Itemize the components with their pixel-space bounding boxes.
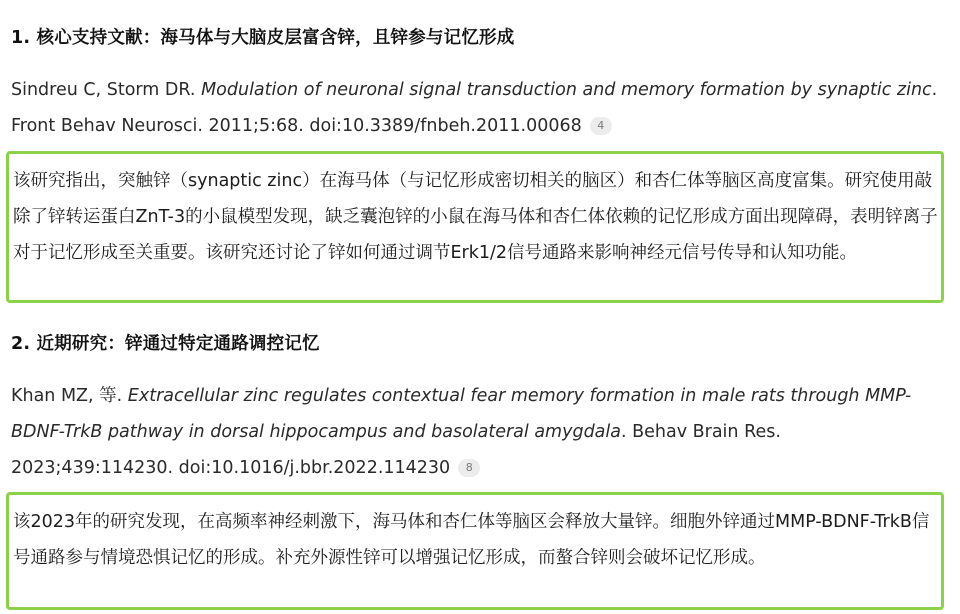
reference-badge[interactable]: 4 <box>590 117 612 135</box>
summary-text: 该2023年的研究发现，在高频率神经刺激下，海马体和杏仁体等脑区会释放大量锌。细胞外锌通过MMP-BDNF-TrkB信号通路参与情境恐惧记忆的形成。补充外源性锌可以增强记忆形成，而螯合锌则会破坏记忆形成。 <box>13 512 930 568</box>
citation-source: . Behav Brain Res. 2023;439:114230. doi:10.1016/j.bbr.2022.114230 <box>11 422 781 478</box>
citation-title: Extracellular zinc regulates contextual fear memory formation in male rats through MMP-BDNF-TrkB pathway in dorsal hippocampus and basolateral amygdala <box>11 386 912 442</box>
citation-title: Modulation of neuronal signal transduction and memory formation by synaptic zinc <box>201 80 932 100</box>
reference-badge[interactable]: 8 <box>458 459 480 477</box>
section-1-heading: 1. 核心支持文献：海马体与大脑皮层富含锌，且锌参与记忆形成 <box>11 28 515 48</box>
section-2-citation <box>11 378 946 486</box>
citation-authors: Sindreu C, Storm DR. <box>11 80 202 100</box>
citation-source: . Front Behav Neurosci. 2011;5:68. doi:10.3389/fnbeh.2011.00068 <box>11 80 938 136</box>
section-1-citation <box>11 72 946 144</box>
section-1-highlighted-summary <box>6 151 944 303</box>
section-2-highlighted-summary <box>6 492 944 610</box>
citation-authors: Khan MZ, 等. <box>11 386 128 406</box>
summary-text: 该研究指出，突触锌（synaptic zinc）在海马体（与记忆形成密切相关的脑区）和杏仁体等脑区高度富集。研究使用敲除了锌转运蛋白ZnT-3的小鼠模型发现，缺乏囊泡锌的小鼠在海马体和杏仁体依赖的记忆形成方面出现障碍，表明锌离子对于记忆形成至关重要。该研究还讨论了锌如何通过调节Erk1/2信号通路来影响神经元信号传导和认知功能。 <box>13 171 938 263</box>
section-2-heading: 2. 近期研究：锌通过特定通路调控记忆 <box>11 334 320 354</box>
